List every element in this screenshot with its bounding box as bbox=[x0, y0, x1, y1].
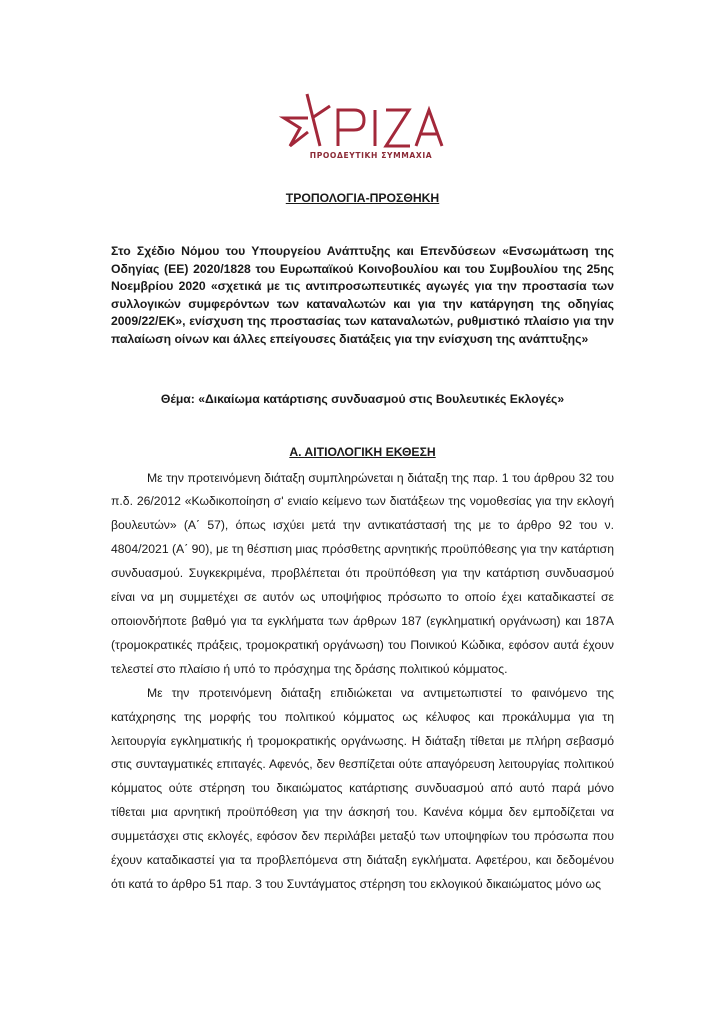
body-paragraph: Με την προτεινόμενη διάταξη επιδιώκεται να αντιμετωπιστεί το φαινόμενο της κατάχρησης της μορφής του πολιτικού κόμματος ως κέλυφος και προκάλυμμα για τη λειτουργία εγκληματικής ή τρομοκρατικής οργάνωσης. Η διάταξη τίθεται με πλήρη σεβασμό στις συνταγματικές επιταγές. Αφενός, δεν θεσπίζεται ούτε απαγόρευση λειτουργίας πολιτικού κόμματος ούτε στέρηση του δικαιώματος κατάρτισης συνδυασμού από αυτό παρά μόνο τίθεται μια αρνητική προϋπόθεση για την άσκησή του. Κανένα κόμμα δεν εμποδίζεται να συμμετάσχει στις εκλογές, εφόσον δεν περιλάβει μεταξύ των υποψηφίων του πρόσωπα που έχουν καταδικαστεί για τα προβλεπόμενα στη διάταξη εγκλήματα. Αφετέρου, και δεδομένου ότι κατά το άρθρο 51 παρ. 3 του Συντάγματος στέρηση του εκλογικού δικαιώματος μόνο ως bbox=[111, 685, 614, 891]
body-paragraph: Με την προτεινόμενη διάταξη συμπληρώνεται η διάταξη της παρ. 1 του άρθρου 32 του π.δ. 26/2012 «Κωδικοποίηση σ' ενιαίο κείμενο των διατάξεων της νομοθεσίας για την εκλογή βουλευτών» (Α΄ 57), όπως ισχύει μετά την αντικατάστασή της με το άρθρο 92 του ν. 4804/2021 (Α΄ 90), με τη θέσπιση μιας πρόσθετης αρνητικής προϋπόθεσης για την κατάρτιση συνδυασμού. Συγκεκριμένα, προβλέπεται ότι προϋπόθεση για την κατάρτιση συνδυασμού είναι να μη συμμετέχει σε αυτόν ως υποψήφιος πρόσωπο το οποίο έχει καταδικαστεί σε οποιονδήποτε βαθμό για τα εγκλήματα των άρθρων 187 (εγκληματική οργάνωση) και 187Α (τρομοκρατικές πράξεις, τρομοκρατική οργάνωση) του Ποινικού Κώδικα, εφόσον αυτά έχουν τελεστεί στο πλαίσιο ή υπό το πρόσχημα της δράσης πολιτικού κόμματος. bbox=[111, 470, 614, 676]
logo-tagline: ΠΡΟΟΔΕΥΤΙΚΗ ΣΥΜΜΑΧΙΑ bbox=[309, 151, 433, 160]
party-logo bbox=[278, 88, 448, 170]
document-title: ΤΡΟΠΟΛΟΓΙΑ-ΠΡΟΣΘΗΚΗ bbox=[285, 191, 440, 205]
section-heading: Α. ΑΙΤΙΟΛΟΓΙΚΗ ΕΚΘΕΣΗ bbox=[289, 444, 436, 459]
intro-paragraph: Στο Σχέδιο Νόμου του Υπουργείου Ανάπτυξης και Επενδύσεων «Ενσωμάτωση της Οδηγίας (ΕΕ) 2020/1828 του Ευρωπαϊκού Κοινοβουλίου και του Συμβουλίου της 25ης Νοεμβρίου 2020 «σχετικά με τις αντιπροσωπευτικές αγωγές για την προστασία των συλλογικών συμφερόντων των καταναλωτών και για την κατάργηση της οδηγίας 2009/22/ΕΚ», ενίσχυση της προστασίας των καταναλωτών, ρυθμιστικό πλαίσιο για την παλαίωση οίνων και άλλες επείγουσες διατάξεις για την ενίσχυση της ανάπτυξης» bbox=[111, 244, 614, 346]
subject-line: Θέμα: «Δικαίωμα κατάρτισης συνδυασμού στις Βουλευτικές Εκλογές» bbox=[160, 391, 565, 406]
document-body bbox=[111, 188, 614, 897]
syriza-logo-icon bbox=[278, 88, 448, 150]
